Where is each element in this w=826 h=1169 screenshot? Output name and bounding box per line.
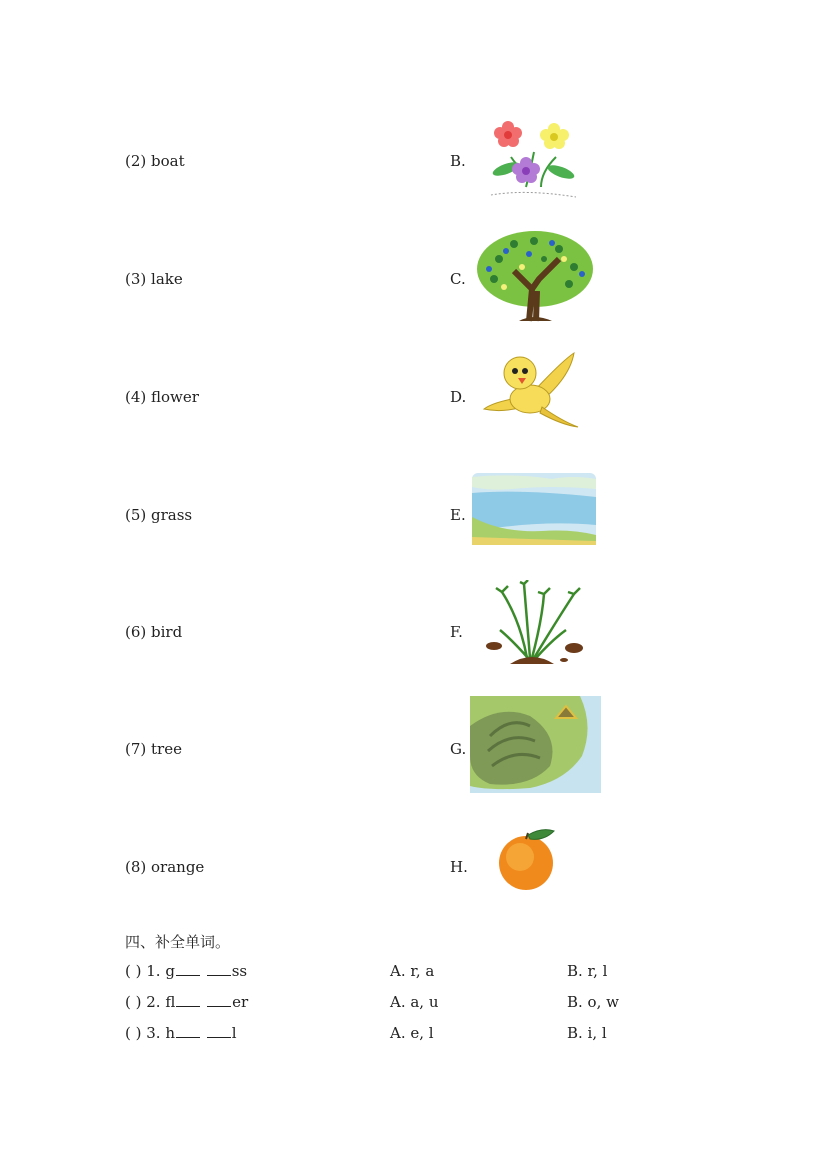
match-row-c bbox=[0, 225, 826, 335]
word-grass: (5) grass bbox=[125, 506, 193, 524]
option-a: A. r, a bbox=[390, 962, 435, 980]
match-row-d bbox=[0, 343, 826, 453]
match-row-g bbox=[0, 695, 826, 805]
option-b: B. r, l bbox=[567, 962, 608, 980]
word-bird: (6) bird bbox=[125, 623, 183, 641]
answer-blank[interactable] bbox=[207, 963, 231, 976]
word-boat: (2) boat bbox=[125, 152, 185, 170]
option-a: A. e, l bbox=[390, 1024, 434, 1042]
word-orange: (8) orange bbox=[125, 858, 205, 876]
match-row-b bbox=[0, 107, 826, 217]
match-row-e bbox=[0, 461, 826, 571]
match-row-h bbox=[0, 813, 826, 923]
question-suffix: l bbox=[231, 1024, 237, 1042]
answer-blank[interactable] bbox=[176, 963, 200, 976]
question-suffix: ss bbox=[231, 962, 248, 980]
letter-e: E. bbox=[450, 506, 466, 524]
answer-blank[interactable] bbox=[207, 1025, 231, 1038]
question-prefix: ( ) 3. h bbox=[125, 1024, 175, 1042]
tree-icon bbox=[474, 229, 596, 323]
hill-icon bbox=[470, 696, 601, 793]
option-b: B. i, l bbox=[567, 1024, 607, 1042]
flowers-icon bbox=[486, 117, 582, 199]
letter-b: B. bbox=[450, 152, 466, 170]
bird-icon bbox=[482, 351, 582, 431]
letter-c: C. bbox=[450, 270, 466, 288]
grass-icon bbox=[482, 580, 584, 670]
answer-blank[interactable] bbox=[176, 994, 200, 1007]
letter-h: H. bbox=[450, 858, 468, 876]
letter-f: F. bbox=[450, 623, 463, 641]
match-row-f bbox=[0, 578, 826, 688]
question-prefix: ( ) 1. g bbox=[125, 962, 175, 980]
option-b: B. o, w bbox=[567, 993, 619, 1011]
question-suffix: er bbox=[232, 993, 249, 1011]
answer-blank[interactable] bbox=[176, 1025, 200, 1038]
lake-icon bbox=[472, 473, 596, 545]
section-title: 四、补全单词。 bbox=[125, 933, 231, 951]
orange-icon bbox=[496, 827, 558, 893]
option-a: A. a, u bbox=[390, 993, 439, 1011]
letter-g: G. bbox=[450, 740, 467, 758]
answer-blank[interactable] bbox=[207, 994, 231, 1007]
word-flower: (4) flower bbox=[125, 388, 199, 406]
word-lake: (3) lake bbox=[125, 270, 183, 288]
question-prefix: ( ) 2. fl bbox=[125, 993, 176, 1011]
word-tree: (7) tree bbox=[125, 740, 182, 758]
letter-d: D. bbox=[450, 388, 467, 406]
